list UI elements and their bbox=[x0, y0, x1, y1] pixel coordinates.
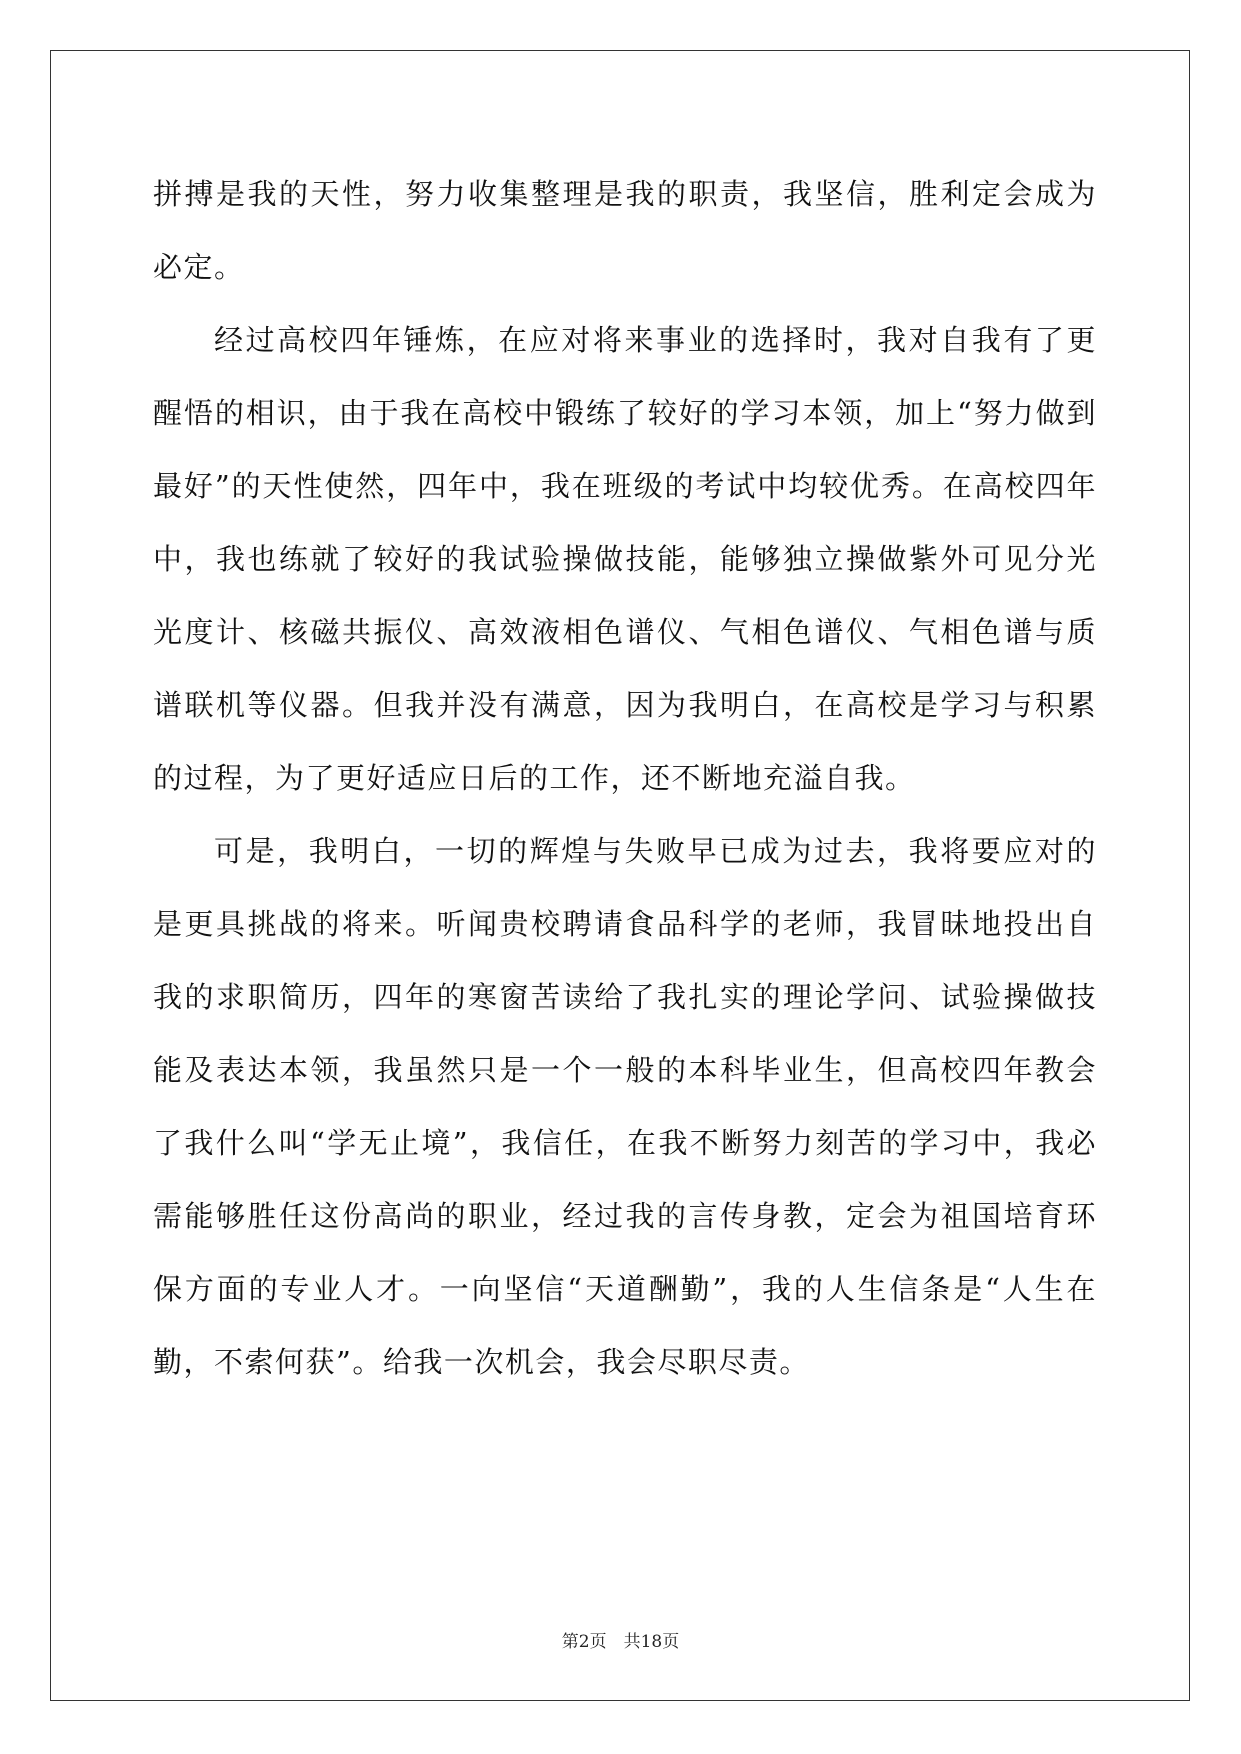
paragraph-2: 经过高校四年锤炼，在应对将来事业的选择时，我对自我有了更醒悟的相识，由于我在高校中锻练了较好的学习本领，加上“努力做到最好”的天性使然，四年中，我在班级的考试中均较优秀。在高校四年中，我也练就了较好的我试验操做技能，能够独立操做紫外可见分光光度计、核磁共振仪、高效液相色谱仪、气相色谱仪、气相色谱与质谱联机等仪器。但我并没有满意，因为我明白，在高校是学习与积累的过程，为了更好适应日后的工作，还不断地充溢自我。 bbox=[153, 323, 1097, 795]
paragraph-3: 可是，我明白，一切的辉煌与失败早已成为过去，我将要应对的是更具挑战的将来。听闻贵校聘请食品科学的老师，我冒昧地投出自我的求职简历，四年的寒窗苦读给了我扎实的理论学问、试验操做技能及表达本领，我虽然只是一个一般的本科毕业生，但高校四年教会了我什么叫“学无止境”，我信任，在我不断努力刻苦的学习中，我必需能够胜任这份高尚的职业，经过我的言传身教，定会为祖国培育环保方面的专业人才。一向坚信“天道酬勤”，我的人生信条是“人生在勤，不索何获”。给我一次机会，我会尽职尽责。 bbox=[153, 834, 1097, 1379]
page-number-footer: 第2页 共18页 bbox=[561, 1632, 680, 1652]
document-body bbox=[153, 158, 1097, 1399]
paragraph-1: 拼搏是我的天性，努力收集整理是我的职责，我坚信，胜利定会成为必定。 bbox=[153, 177, 1097, 284]
